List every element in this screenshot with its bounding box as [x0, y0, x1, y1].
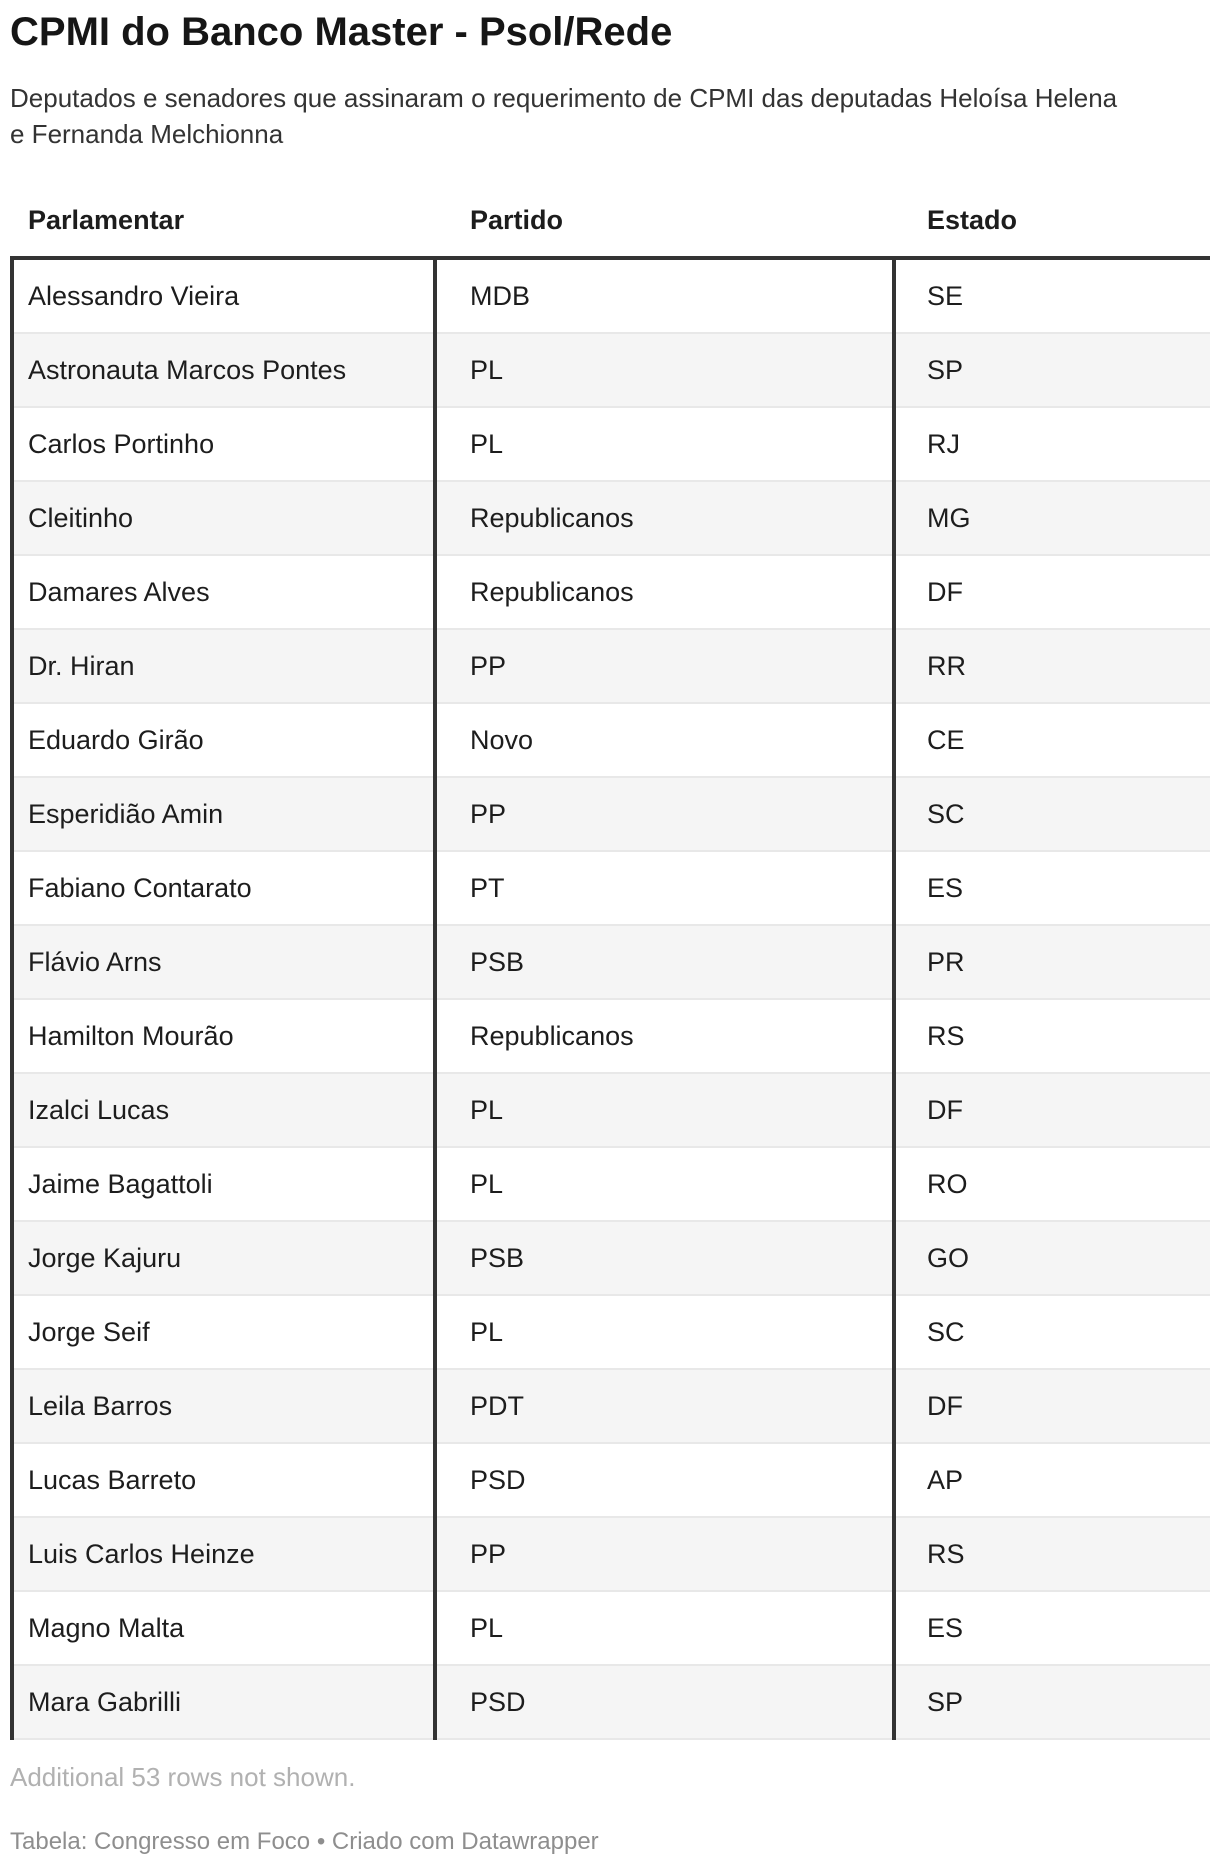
cell-estado: PR	[927, 946, 965, 977]
table-row	[10, 1592, 1210, 1666]
cell-parlamentar: Damares Alves	[28, 576, 210, 607]
cell-partido: PL	[470, 354, 504, 385]
cell-partido: Republicanos	[470, 576, 634, 607]
cell-partido: Novo	[470, 724, 534, 755]
cell-parlamentar: Dr. Hiran	[28, 650, 135, 681]
cell-estado: SE	[927, 280, 964, 311]
table-credit: Tabela: Congresso em Foco • Criado com Datawrapper	[10, 1828, 599, 1855]
cell-parlamentar: Magno Malta	[28, 1612, 185, 1643]
column-divider-1	[433, 260, 437, 1740]
table-row	[10, 630, 1210, 704]
cell-parlamentar: Cleitinho	[28, 502, 134, 533]
cell-estado: MG	[927, 502, 971, 533]
subtitle-line-2: e Fernanda Melchionna	[10, 119, 284, 149]
cell-partido: Republicanos	[470, 502, 634, 533]
table-row	[10, 1296, 1210, 1370]
cell-estado: RO	[927, 1168, 968, 1199]
column-header-estado: Estado	[927, 204, 1018, 235]
cell-estado: SP	[927, 1686, 964, 1717]
column-header-partido: Partido	[470, 204, 564, 235]
cell-partido: PL	[470, 1168, 504, 1199]
subtitle-line-1: Deputados e senadores que assinaram o requerimento de CPMI das deputadas Heloísa Helena	[10, 83, 1118, 113]
table-row	[10, 1000, 1210, 1074]
table-row	[10, 926, 1210, 1000]
cell-parlamentar: Lucas Barreto	[28, 1464, 197, 1495]
cell-parlamentar: Jorge Seif	[28, 1316, 150, 1347]
cell-estado: SC	[927, 1316, 965, 1347]
table-row	[10, 1518, 1210, 1592]
cell-partido: PDT	[470, 1390, 524, 1421]
table-row	[10, 852, 1210, 926]
cell-parlamentar: Eduardo Girão	[28, 724, 204, 755]
cell-partido: PSD	[470, 1464, 526, 1495]
cell-estado: SP	[927, 354, 964, 385]
page-title: CPMI do Banco Master - Psol/Rede	[10, 10, 673, 54]
table-row	[10, 1222, 1210, 1296]
cell-estado: RR	[927, 650, 966, 681]
table-row	[10, 556, 1210, 630]
cell-parlamentar: Jorge Kajuru	[28, 1242, 182, 1273]
table-row	[10, 778, 1210, 852]
cell-partido: PSD	[470, 1686, 526, 1717]
cell-parlamentar: Esperidião Amin	[28, 798, 224, 829]
column-divider-2	[892, 260, 896, 1740]
table-row	[10, 1370, 1210, 1444]
cell-parlamentar: Astronauta Marcos Pontes	[28, 354, 347, 385]
cell-parlamentar: Luis Carlos Heinze	[28, 1538, 255, 1569]
cell-parlamentar: Hamilton Mourão	[28, 1020, 234, 1051]
cell-estado: RJ	[927, 428, 960, 459]
table-row	[10, 1666, 1210, 1740]
table-row	[10, 334, 1210, 408]
column-header-parlamentar: Parlamentar	[28, 204, 185, 235]
additional-rows-note: Additional 53 rows not shown.	[10, 1762, 356, 1792]
cell-parlamentar: Leila Barros	[28, 1390, 173, 1421]
cell-estado: CE	[927, 724, 965, 755]
cell-parlamentar: Carlos Portinho	[28, 428, 215, 459]
cell-parlamentar: Fabiano Contarato	[28, 872, 252, 903]
cell-partido: PP	[470, 798, 507, 829]
cell-estado: DF	[927, 1390, 963, 1421]
cell-estado: SC	[927, 798, 965, 829]
table-left-border	[10, 260, 14, 1740]
table-row	[10, 704, 1210, 778]
table-row	[10, 482, 1210, 556]
cell-estado: AP	[927, 1464, 964, 1495]
cell-partido: PT	[470, 872, 505, 903]
cell-estado: RS	[927, 1020, 965, 1051]
table-row	[10, 408, 1210, 482]
cell-parlamentar: Alessandro Vieira	[28, 280, 240, 311]
cell-partido: PSB	[470, 1242, 525, 1273]
cell-parlamentar: Jaime Bagattoli	[28, 1168, 213, 1199]
cell-estado: ES	[927, 1612, 964, 1643]
cell-estado: ES	[927, 872, 964, 903]
cell-partido: Republicanos	[470, 1020, 634, 1051]
cell-estado: RS	[927, 1538, 965, 1569]
cell-parlamentar: Flávio Arns	[28, 946, 162, 977]
table-row	[10, 260, 1210, 334]
table-body	[10, 256, 1210, 1740]
cell-partido: MDB	[470, 280, 530, 311]
cell-partido: PP	[470, 1538, 507, 1569]
cell-partido: PSB	[470, 946, 525, 977]
page-subtitle	[10, 80, 1210, 152]
table-row	[10, 1444, 1210, 1518]
cell-partido: PL	[470, 1094, 504, 1125]
table-row	[10, 1074, 1210, 1148]
cell-estado: GO	[927, 1242, 970, 1273]
cell-estado: DF	[927, 576, 963, 607]
cell-partido: PP	[470, 650, 507, 681]
cell-partido: PL	[470, 1612, 504, 1643]
cell-estado: DF	[927, 1094, 963, 1125]
table-column-headers	[10, 204, 1210, 236]
cell-partido: PL	[470, 428, 504, 459]
cell-parlamentar: Izalci Lucas	[28, 1094, 170, 1125]
cell-parlamentar: Mara Gabrilli	[28, 1686, 182, 1717]
cell-partido: PL	[470, 1316, 504, 1347]
table-row	[10, 1148, 1210, 1222]
